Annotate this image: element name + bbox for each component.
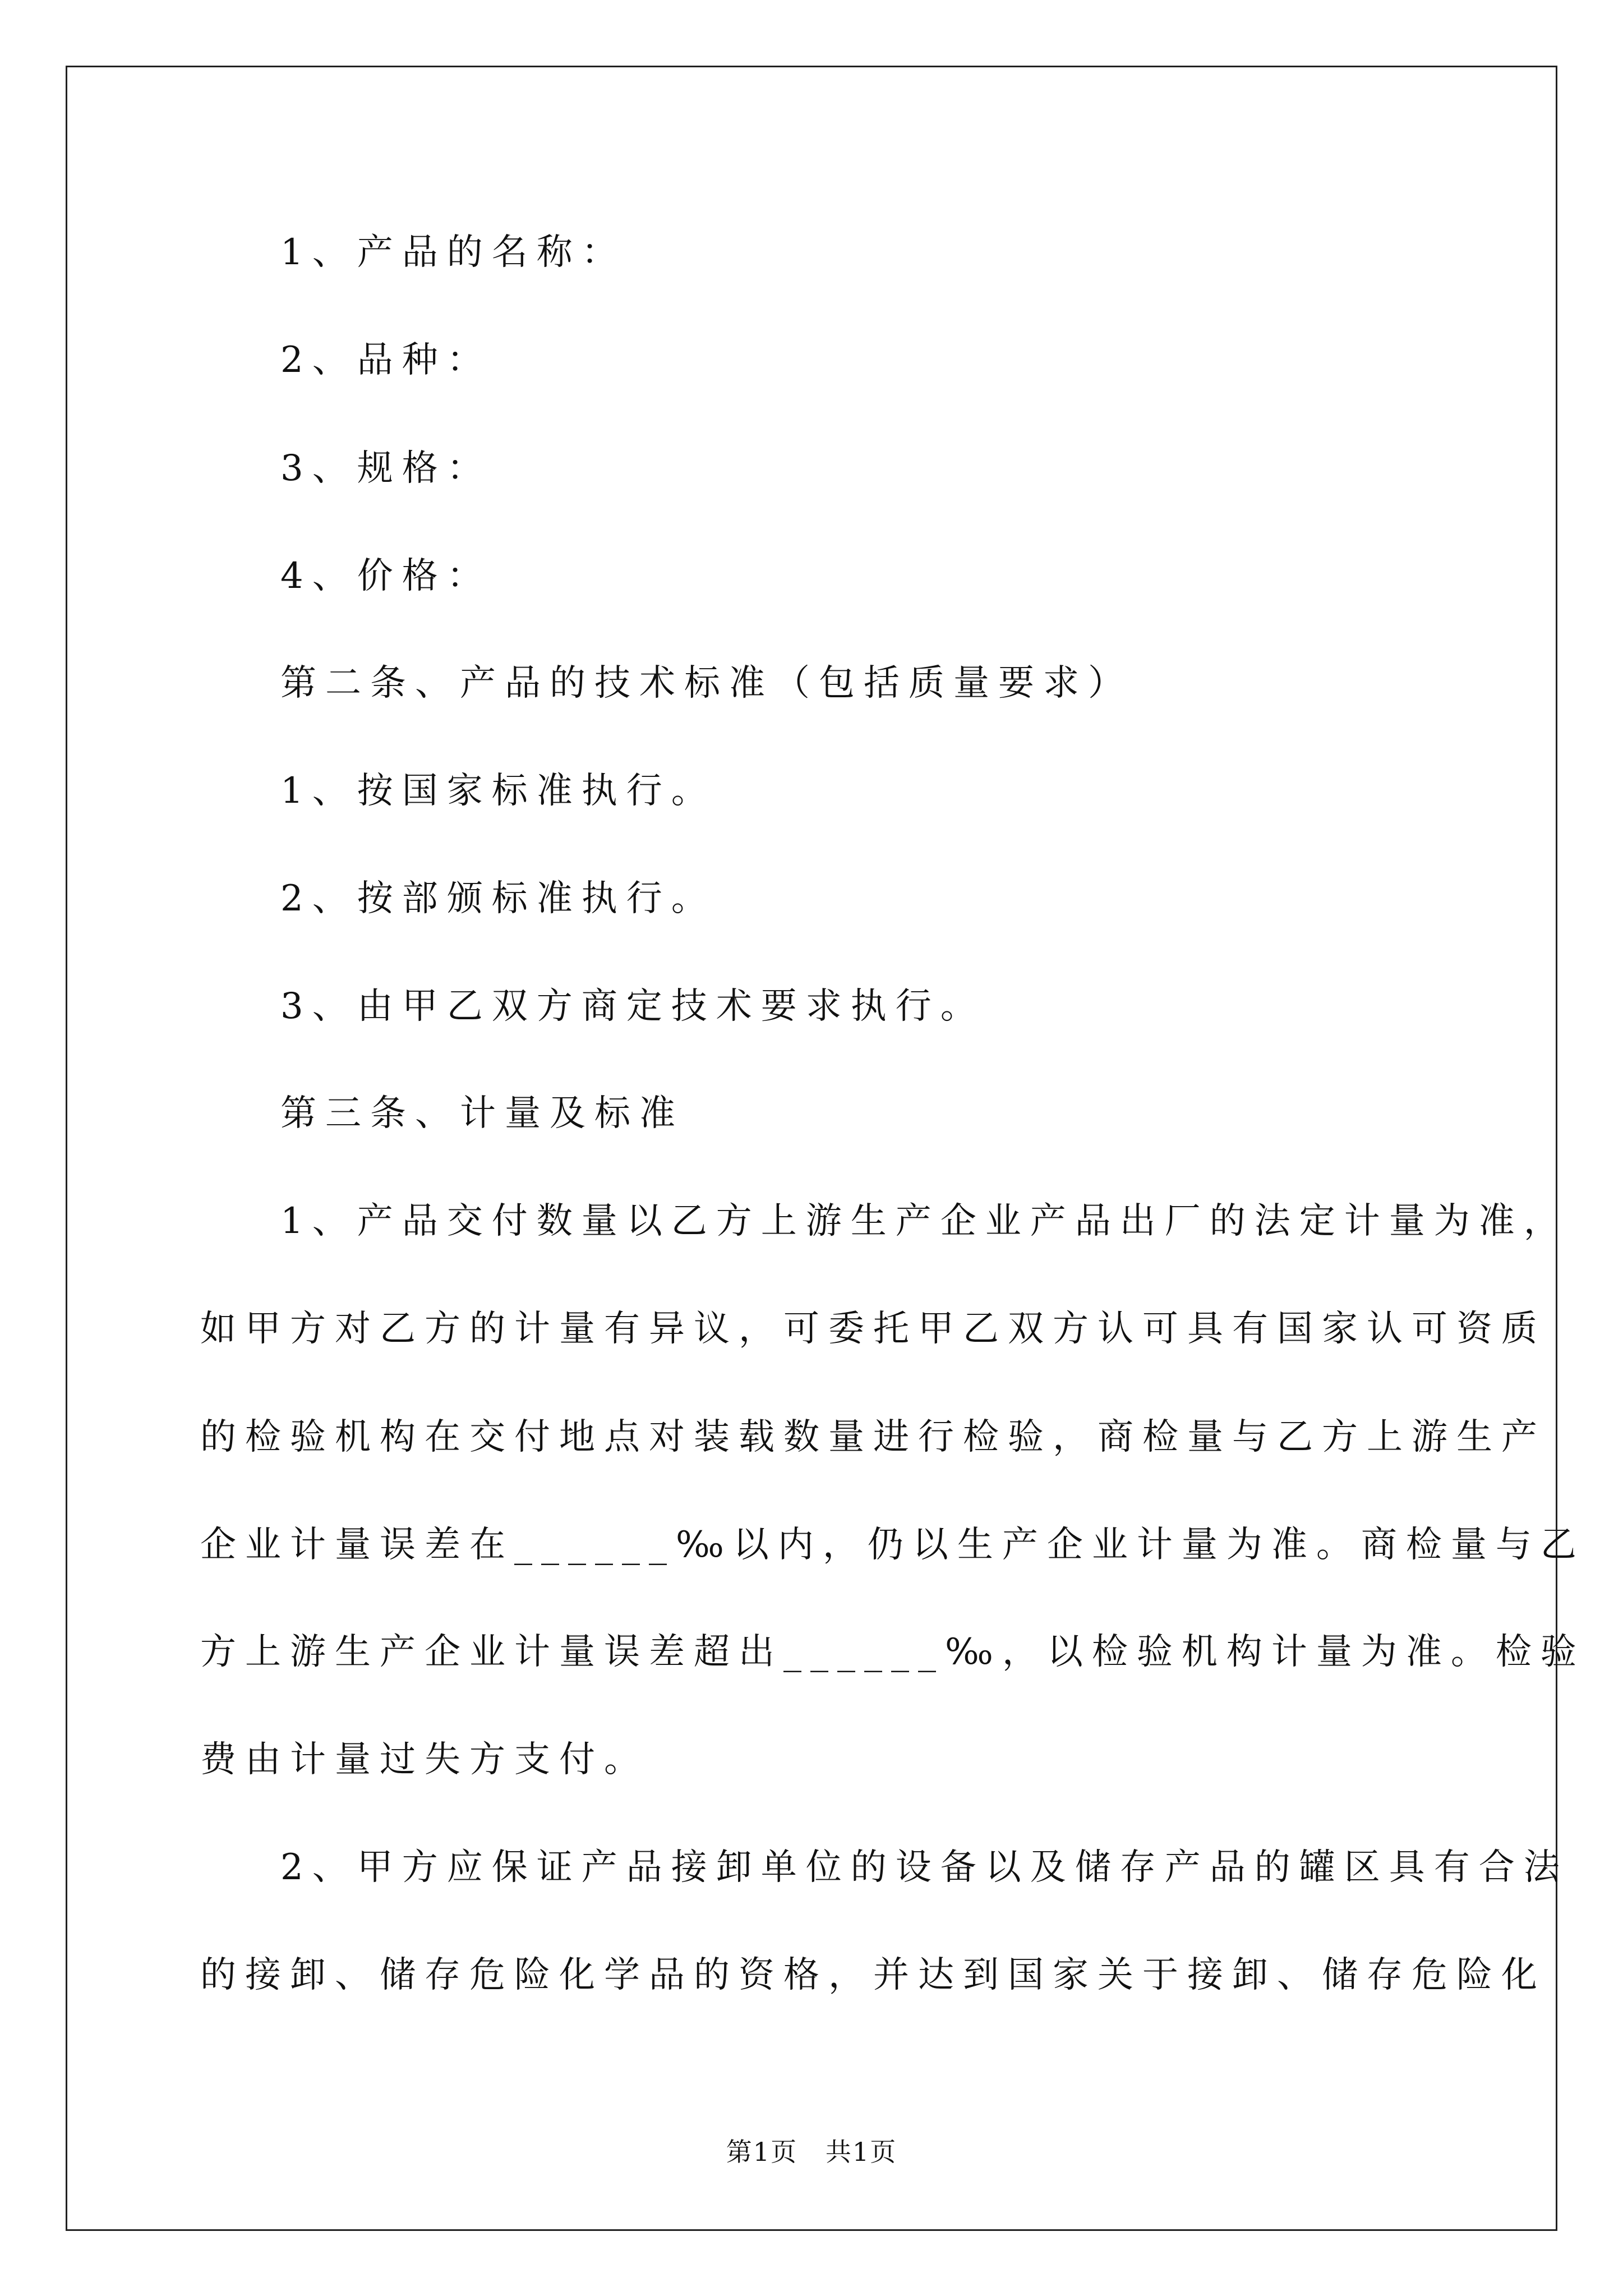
article-3-para-1-line-4: 企业计量误差在______‰以内，仍以生产企业计量为准。商检量与乙 (200, 1524, 1585, 1566)
article-2-item-1: 1、按国家标准执行。 (280, 770, 716, 812)
article-3-para-1-line-5: 方上游生产企业计量误差超出______‰，以检验机构计量为准。检验 (200, 1631, 1585, 1673)
item-price: 4、价格： (280, 555, 492, 597)
article-3-para-1-line-3: 的检验机构在交付地点对装载数量进行检验，商检量与乙方上游生产 (200, 1416, 1546, 1458)
page-number-footer: 第1页 共1页 (726, 2137, 897, 2167)
article-2-heading: 第二条、产品的技术标准（包括质量要求） (280, 662, 1133, 704)
item-product-name: 1、产品的名称： (280, 232, 626, 273)
article-2-item-3: 3、由甲乙双方商定技术要求执行。 (280, 986, 985, 1027)
article-3-para-1-line-1: 1、产品交付数量以乙方上游生产企业产品出厂的法定计量为准， (280, 1200, 1569, 1242)
item-specification: 3、规格： (280, 448, 492, 489)
page-border (66, 66, 1557, 2231)
article-3-heading: 第三条、计量及标准 (280, 1093, 684, 1134)
article-3-para-2-line-2: 的接卸、储存危险化学品的资格，并达到国家关于接卸、储存危险化 (200, 1954, 1546, 1996)
article-2-item-2: 2、按部颁标准执行。 (280, 878, 716, 919)
article-3-para-1-line-6: 费由计量过失方支付。 (200, 1739, 649, 1780)
item-variety: 2、品种： (280, 339, 492, 381)
article-3-para-2-line-1: 2、甲方应保证产品接卸单位的设备以及储存产品的罐区具有合法 (280, 1847, 1569, 1888)
article-3-para-1-line-2: 如甲方对乙方的计量有异议，可委托甲乙双方认可具有国家认可资质 (200, 1308, 1546, 1350)
